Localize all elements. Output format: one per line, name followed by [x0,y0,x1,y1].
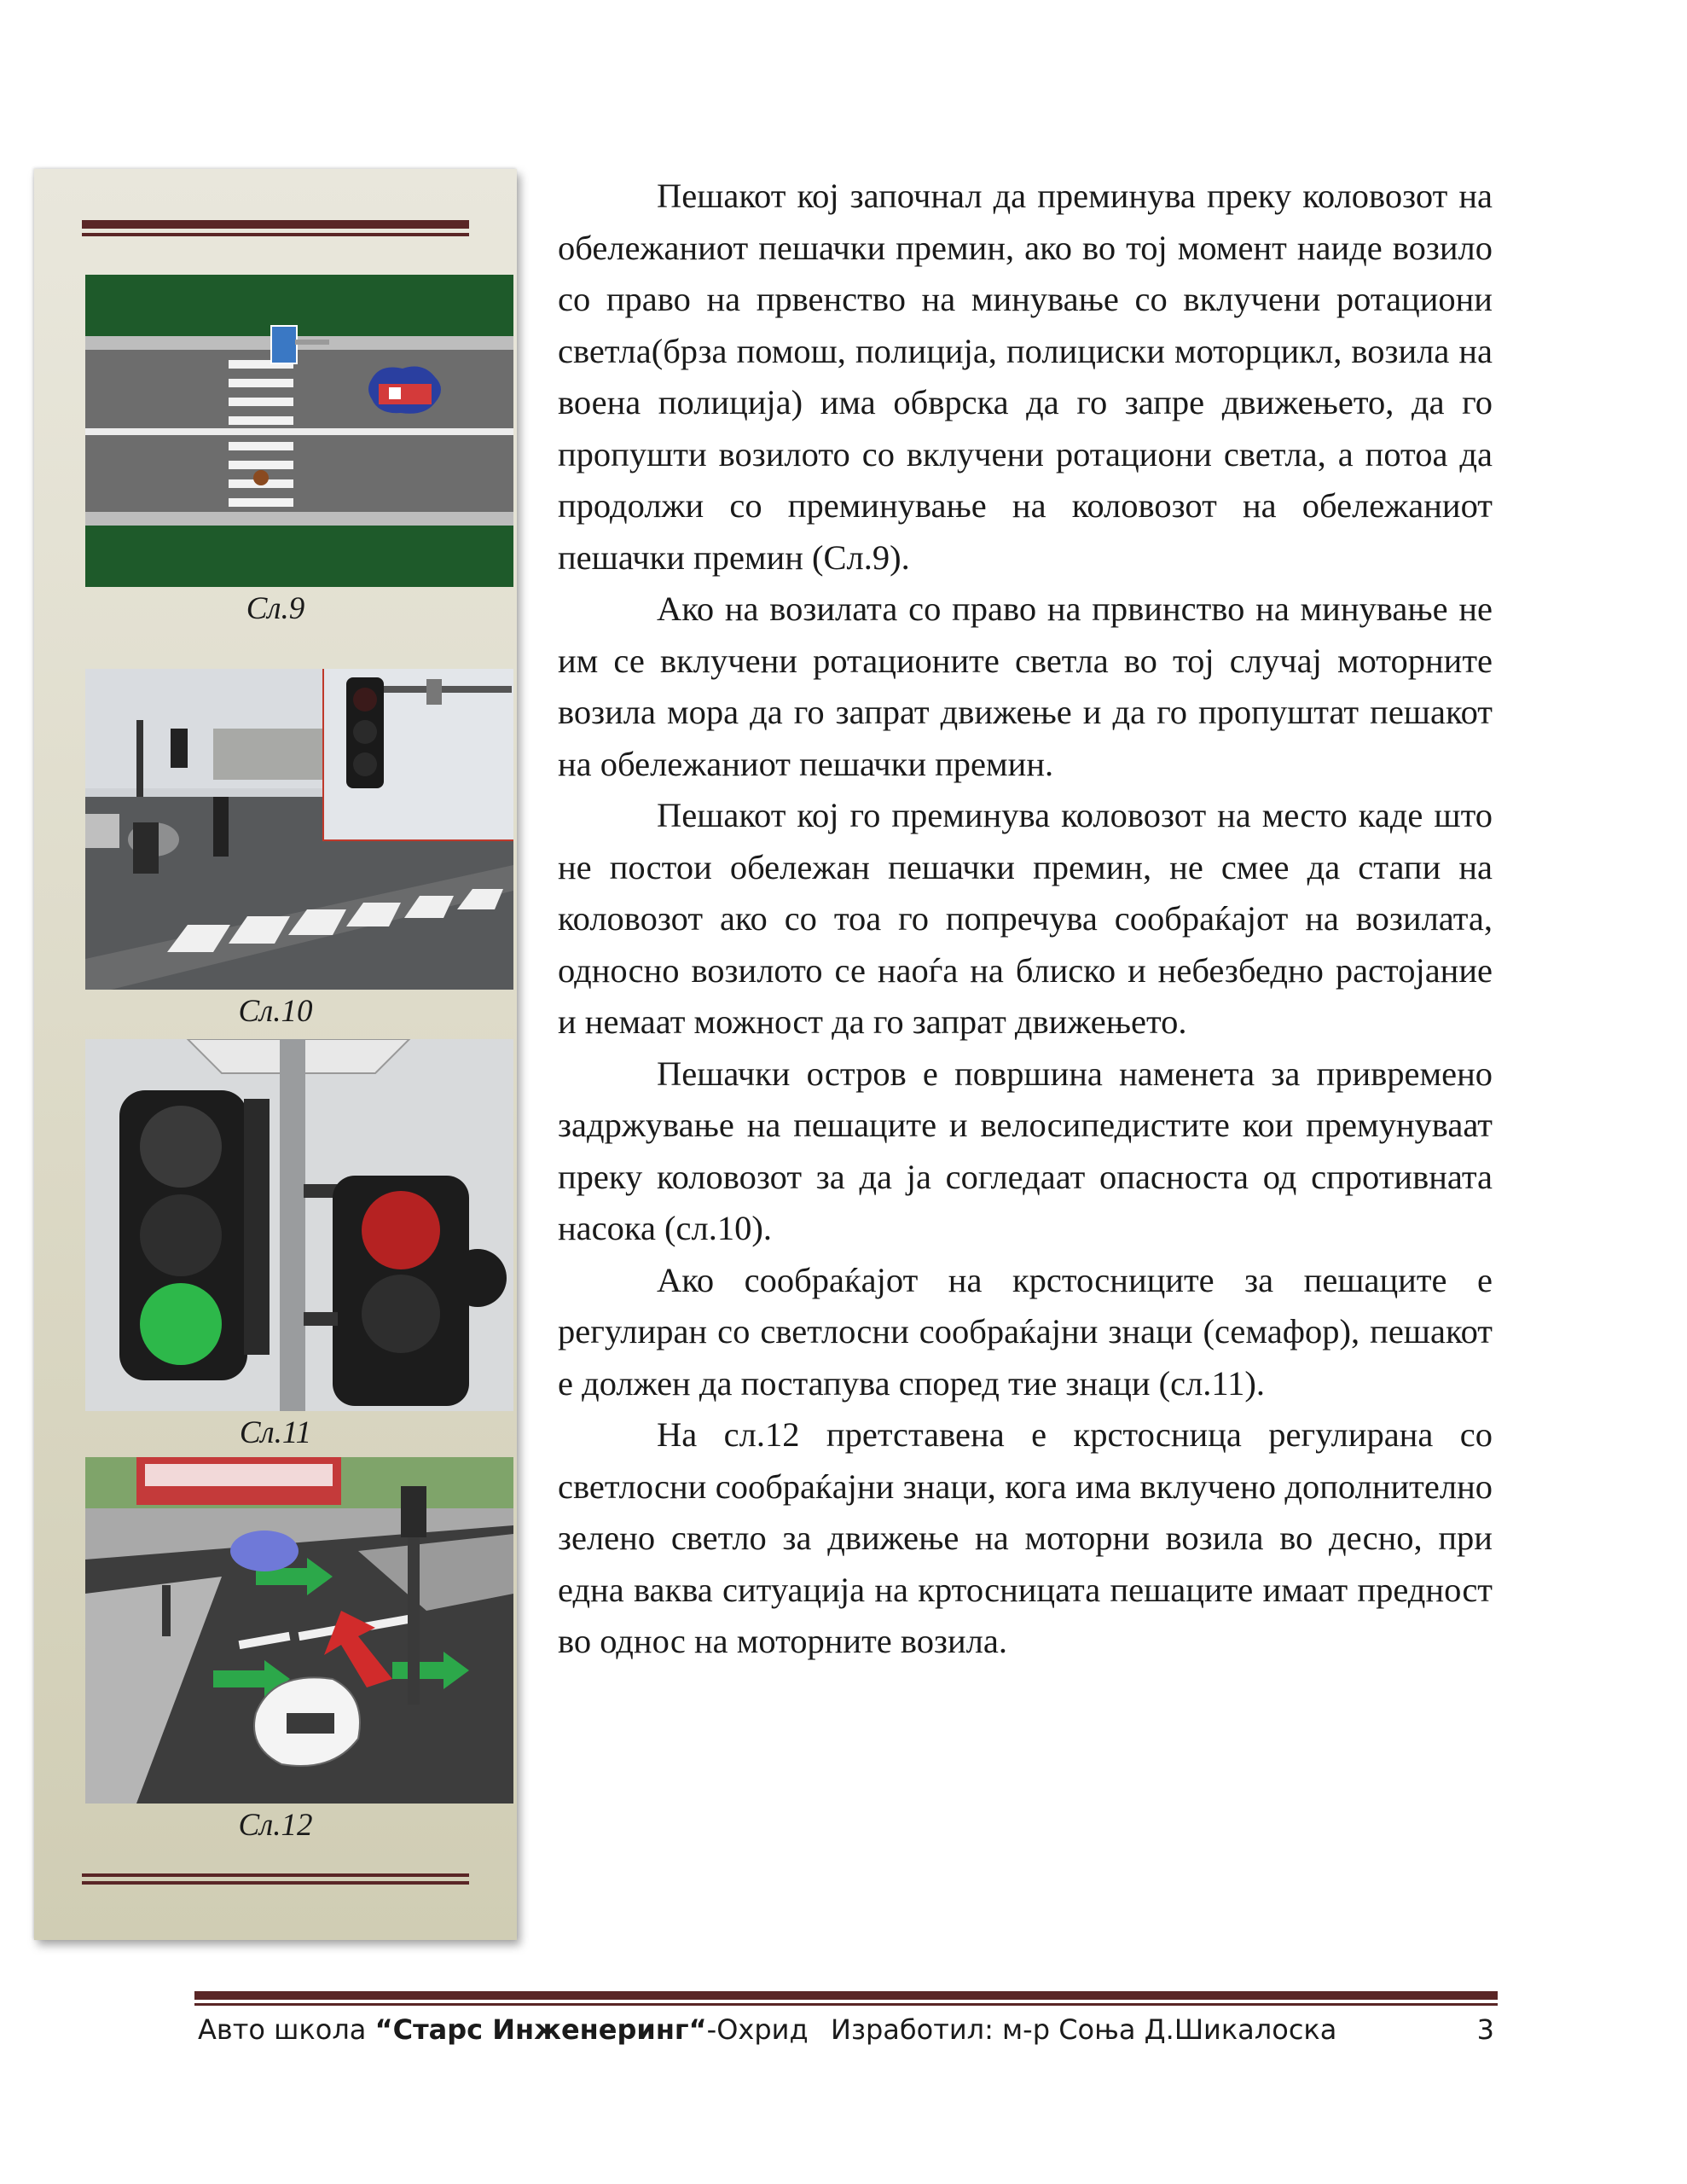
paragraph-unmarked-crossing: Пешакот кој го преминува коловозот на место каде што не постои обележан пешачки премин, не смее да стапи на коловозот ако со тоа го попречува сообраќајот на возилата, односно возилото се наоѓа на блиско и небезбедно растојание и немаат можност да го запрат движењето. [558,796,1493,1041]
figure-12-caption: Сл.12 [238,1808,313,1843]
page-footer [198,2013,1494,2056]
sidebar-bottom-rule [82,1873,469,1892]
footer-author: Изработил: м-р Соња Д.Шикалоска [831,2013,1337,2046]
sidebar-top-rule [82,220,469,239]
footer-thick-rule [194,1991,1498,2000]
figure-11-image [85,1039,513,1411]
figure-11-caption: Сл.11 [239,1415,312,1450]
figure-12-image [85,1457,513,1804]
footer-school-name: “Старс Инженеринг“ [374,2013,707,2046]
paragraph-intersection-green-arrow: На сл.12 претставена е крстосница регулирана со светлосни сообраќајни знаци, кога има вклучено дополнително зелено светло за движење на моторни возила во десно, при една ваква ситуација на кртосницата пешаците имаат предност во однос на моторните возила. [558,1415,1493,1660]
paragraph-pedestrian-island: Пешачки остров е површина наменета за привремено задржување на пешаците и велосипедистите кои премунуваат преку коловозот за да ја согледаат опасноста од спротивната насока (сл.10). [558,1054,1493,1247]
paragraph-emergency-vehicles: Пешакот кој започнал да преминува преку коловозот на обележаниот пешачки премин, ако во тој момент наиде возило со право на првенство на минување со вклучени ротациони светла(брза помош, полиција, полициски моторцикл, возила на воена полиција) има обврска да го запре движењето, да го пропушти возилото со вклучени ротациони светла, а потоа да продолжи со преминување на коловозот на обележаниот пешачки премин (Сл.9). [558,177,1493,577]
figure-9-caption: Сл.9 [246,591,305,626]
figure-10-caption: Сл.10 [238,994,313,1029]
figure-sidebar [34,169,517,1940]
page-number: 3 [1476,2013,1494,2046]
figure-10-image [85,669,513,990]
figure-9-image [85,275,513,587]
footer-school: Авто школа “Старс Инженеринг“-Охрид [198,2013,809,2046]
footer-thin-rule [194,2003,1498,2006]
main-text [558,171,1493,1668]
paragraph-traffic-signals: Ако сообраќајот на крстосниците за пешаците е регулиран со светлосни сообраќајни знаци (семафор), пешакот е должен да постапува според тие знаци (сл.11). [558,1260,1493,1403]
paragraph-no-rotating-lights: Ако на возилата со право на првинство на минување не им се вклучени ротационите светла во тој случај моторните возила мора да го запрат движење и да го пропуштат пешакот на обележаниот пешачки премин. [558,590,1493,783]
